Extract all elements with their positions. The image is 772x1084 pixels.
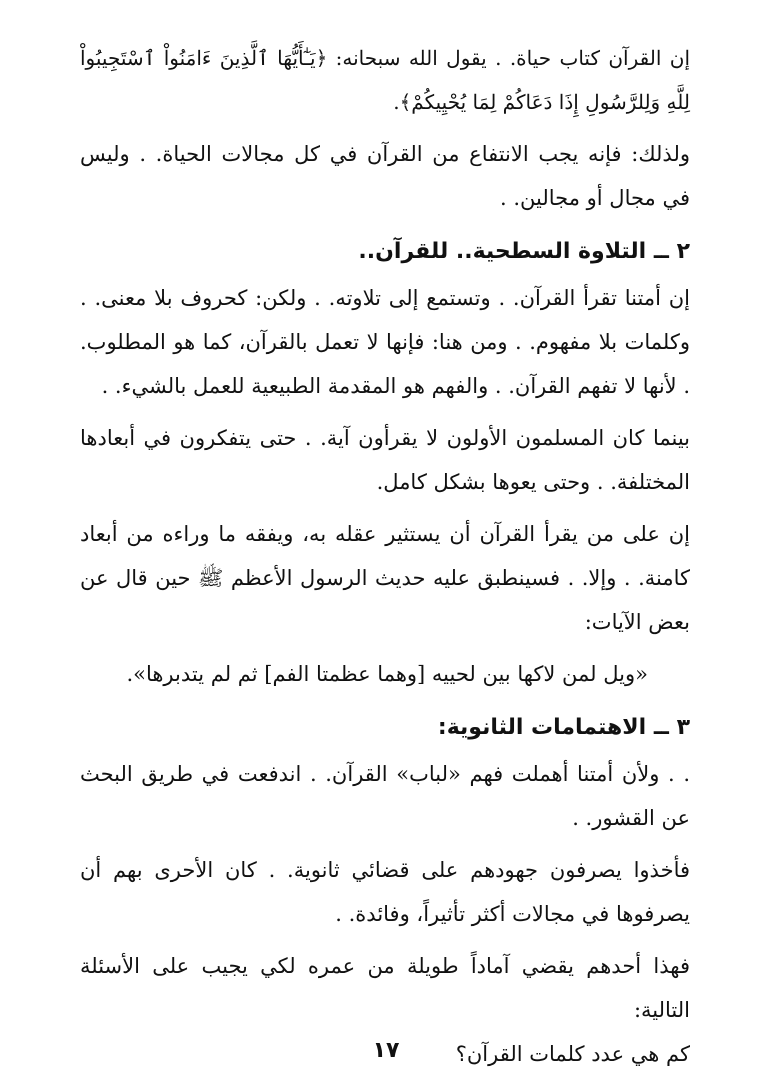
paragraph: ولذلك: فإنه يجب الانتفاع من القرآن في كل مجالات الحياة. . وليس في مجال أو مجالين. . <box>80 142 690 210</box>
paragraph-quran-verse: إن القرآن كتاب حياة. . يقول الله سبحانه: ﴿يَـٰٓأَيُّهَا ٱلَّذِينَ ءَامَنُواْ ٱسْتَجِيبُواْ لِلَّهِ وَلِلرَّسُولِ إِذَا دَعَاكُمْ لِمَا يُحْيِيكُمْ﴾. <box>80 46 690 114</box>
paragraph: . . ولأن أمتنا أهملت فهم «لباب» القرآن. . اندفعت في طريق البحث عن القشور. . <box>80 762 690 830</box>
page-number: ١٧ <box>372 1038 400 1063</box>
paragraph: إن على من يقرأ القرآن أن يستثير عقله به، ويفقه ما وراءه من أبعاد كامنة. . وإلا. . فسينطبق عليه حديث الرسول الأعظم ﷺ حين قال عن بعض الآيات: <box>80 522 690 634</box>
paragraph: إن أمتنا تقرأ القرآن. . وتستمع إلى تلاوته. . ولكن: كحروف بلا معنى. . وكلمات بلا مفهوم. . ومن هنا: فإنها لا تعمل بالقرآن، كما هو المطلوب. . لأنها لا تفهم القرآن. . والفهم هو المقدمة الطبيعية للعمل بالشيء. . <box>80 286 690 398</box>
paragraph: فأخذوا يصرفون جهودهم على قضائي ثانوية. . كان الأحرى بهم أن يصرفوها في مجالات أكثر تأثيراً، وفائدة. . <box>80 858 690 926</box>
paragraph: كم هي عدد كلمات القرآن؟ <box>455 1042 690 1066</box>
paragraph: بينما كان المسلمون الأولون لا يقرأون آية. . حتى يتفكرون في أبعادها المختلفة. . وحتى يعوها بشكل كامل. <box>80 426 690 494</box>
section-heading-superficial-recitation: ٢ ــ التلاوة السطحية.. للقرآن.. <box>358 239 690 264</box>
paragraph: فهذا أحدهم يقضي آماداً طويلة من عمره لكي يجيب على الأسئلة التالية: <box>80 954 690 1022</box>
page-body <box>80 36 690 1076</box>
hadith-quote: «ويل لمن لاكها بين لحييه [وهما عظمتا الفم] ثم لم يتدبرها». <box>126 662 648 686</box>
section-heading-secondary-interests: ٣ ــ الاهتمامات الثانوية: <box>437 715 690 740</box>
